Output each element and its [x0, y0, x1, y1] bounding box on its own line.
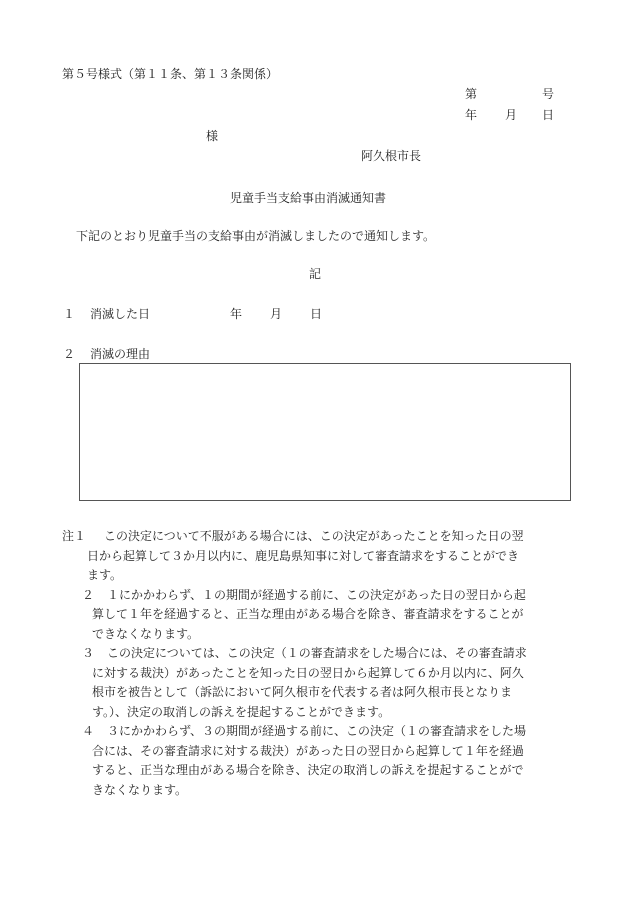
note-3 [62, 644, 562, 722]
issuer: 阿久根市長 [361, 149, 422, 163]
note-line: 根市を被告として（訴訟において阿久根市を代表する者は阿久根市長となりま [92, 685, 513, 699]
item1-number: １ [63, 307, 76, 321]
date-day-label: 日 [542, 108, 555, 122]
item1-day: 日 [310, 307, 323, 321]
body-text: 下記のとおり児童手当の支給事由が消滅しましたので通知します。 [76, 229, 436, 243]
recipient-honorific: 様 [206, 129, 219, 143]
note-line: すると、正当な理由がある場合を除き、決定の取消しの訴えを提起することがで [92, 763, 524, 777]
notes-section [62, 527, 562, 800]
number-suffix: 号 [542, 87, 555, 101]
document-title: 児童手当支給事由消滅通知書 [230, 191, 387, 205]
note-label: ２ [82, 587, 95, 602]
note-label: 注１ [62, 529, 87, 543]
note-line: できなくなります。 [92, 626, 200, 641]
ki-mark: 記 [309, 267, 322, 281]
note-1 [62, 527, 562, 586]
item2-number: ２ [63, 347, 76, 361]
date-year-label: 年 [465, 108, 478, 122]
note-2 [62, 586, 562, 645]
item2-label: 消滅の理由 [90, 347, 151, 361]
reason-box[interactable] [79, 363, 571, 501]
note-line: す。）、決定の取消しの訴えを提起することができます。 [92, 704, 391, 719]
note-line: １にかかわらず、１の期間が経過する前に、この決定があった日の翌日から起 [107, 587, 526, 602]
number-prefix: 第 [465, 87, 478, 101]
item1-month: 月 [270, 307, 283, 321]
form-label: 第５号様式（第１１条、第１３条関係） [62, 67, 279, 81]
note-line: この決定については、この決定（１の審査請求をした場合には、その審査請求 [107, 646, 527, 660]
note-line: この決定について不服がある場合には、この決定があったことを知った日の翌 [104, 529, 524, 543]
note-line: きなくなります。 [92, 782, 188, 797]
date-month-label: 月 [505, 108, 518, 122]
item1-year: 年 [230, 307, 243, 321]
note-line: 合には、その審査請求に対する裁決）があった日の翌日から起算して１年を経過 [92, 743, 524, 758]
note-label: ３ [82, 646, 95, 660]
note-line: に対する裁決）があったことを知った日の翌日から起算して６か月以内に、阿久 [92, 665, 524, 680]
note-4 [62, 722, 562, 800]
note-label: ４ [82, 724, 95, 738]
note-line: ３にかかわらず、３の期間が経過する前に、この決定（１の審査請求をした場 [107, 724, 527, 738]
item1-label: 消滅した日 [90, 307, 151, 321]
note-line: 算して１年を経過すると、正当な理由がある場合を除き、審査請求をすることが [92, 607, 524, 621]
note-line: 日から起算して３か月以内に、鹿児島県知事に対して審査請求をすることができ [87, 548, 520, 563]
note-line: ます。 [87, 568, 123, 582]
